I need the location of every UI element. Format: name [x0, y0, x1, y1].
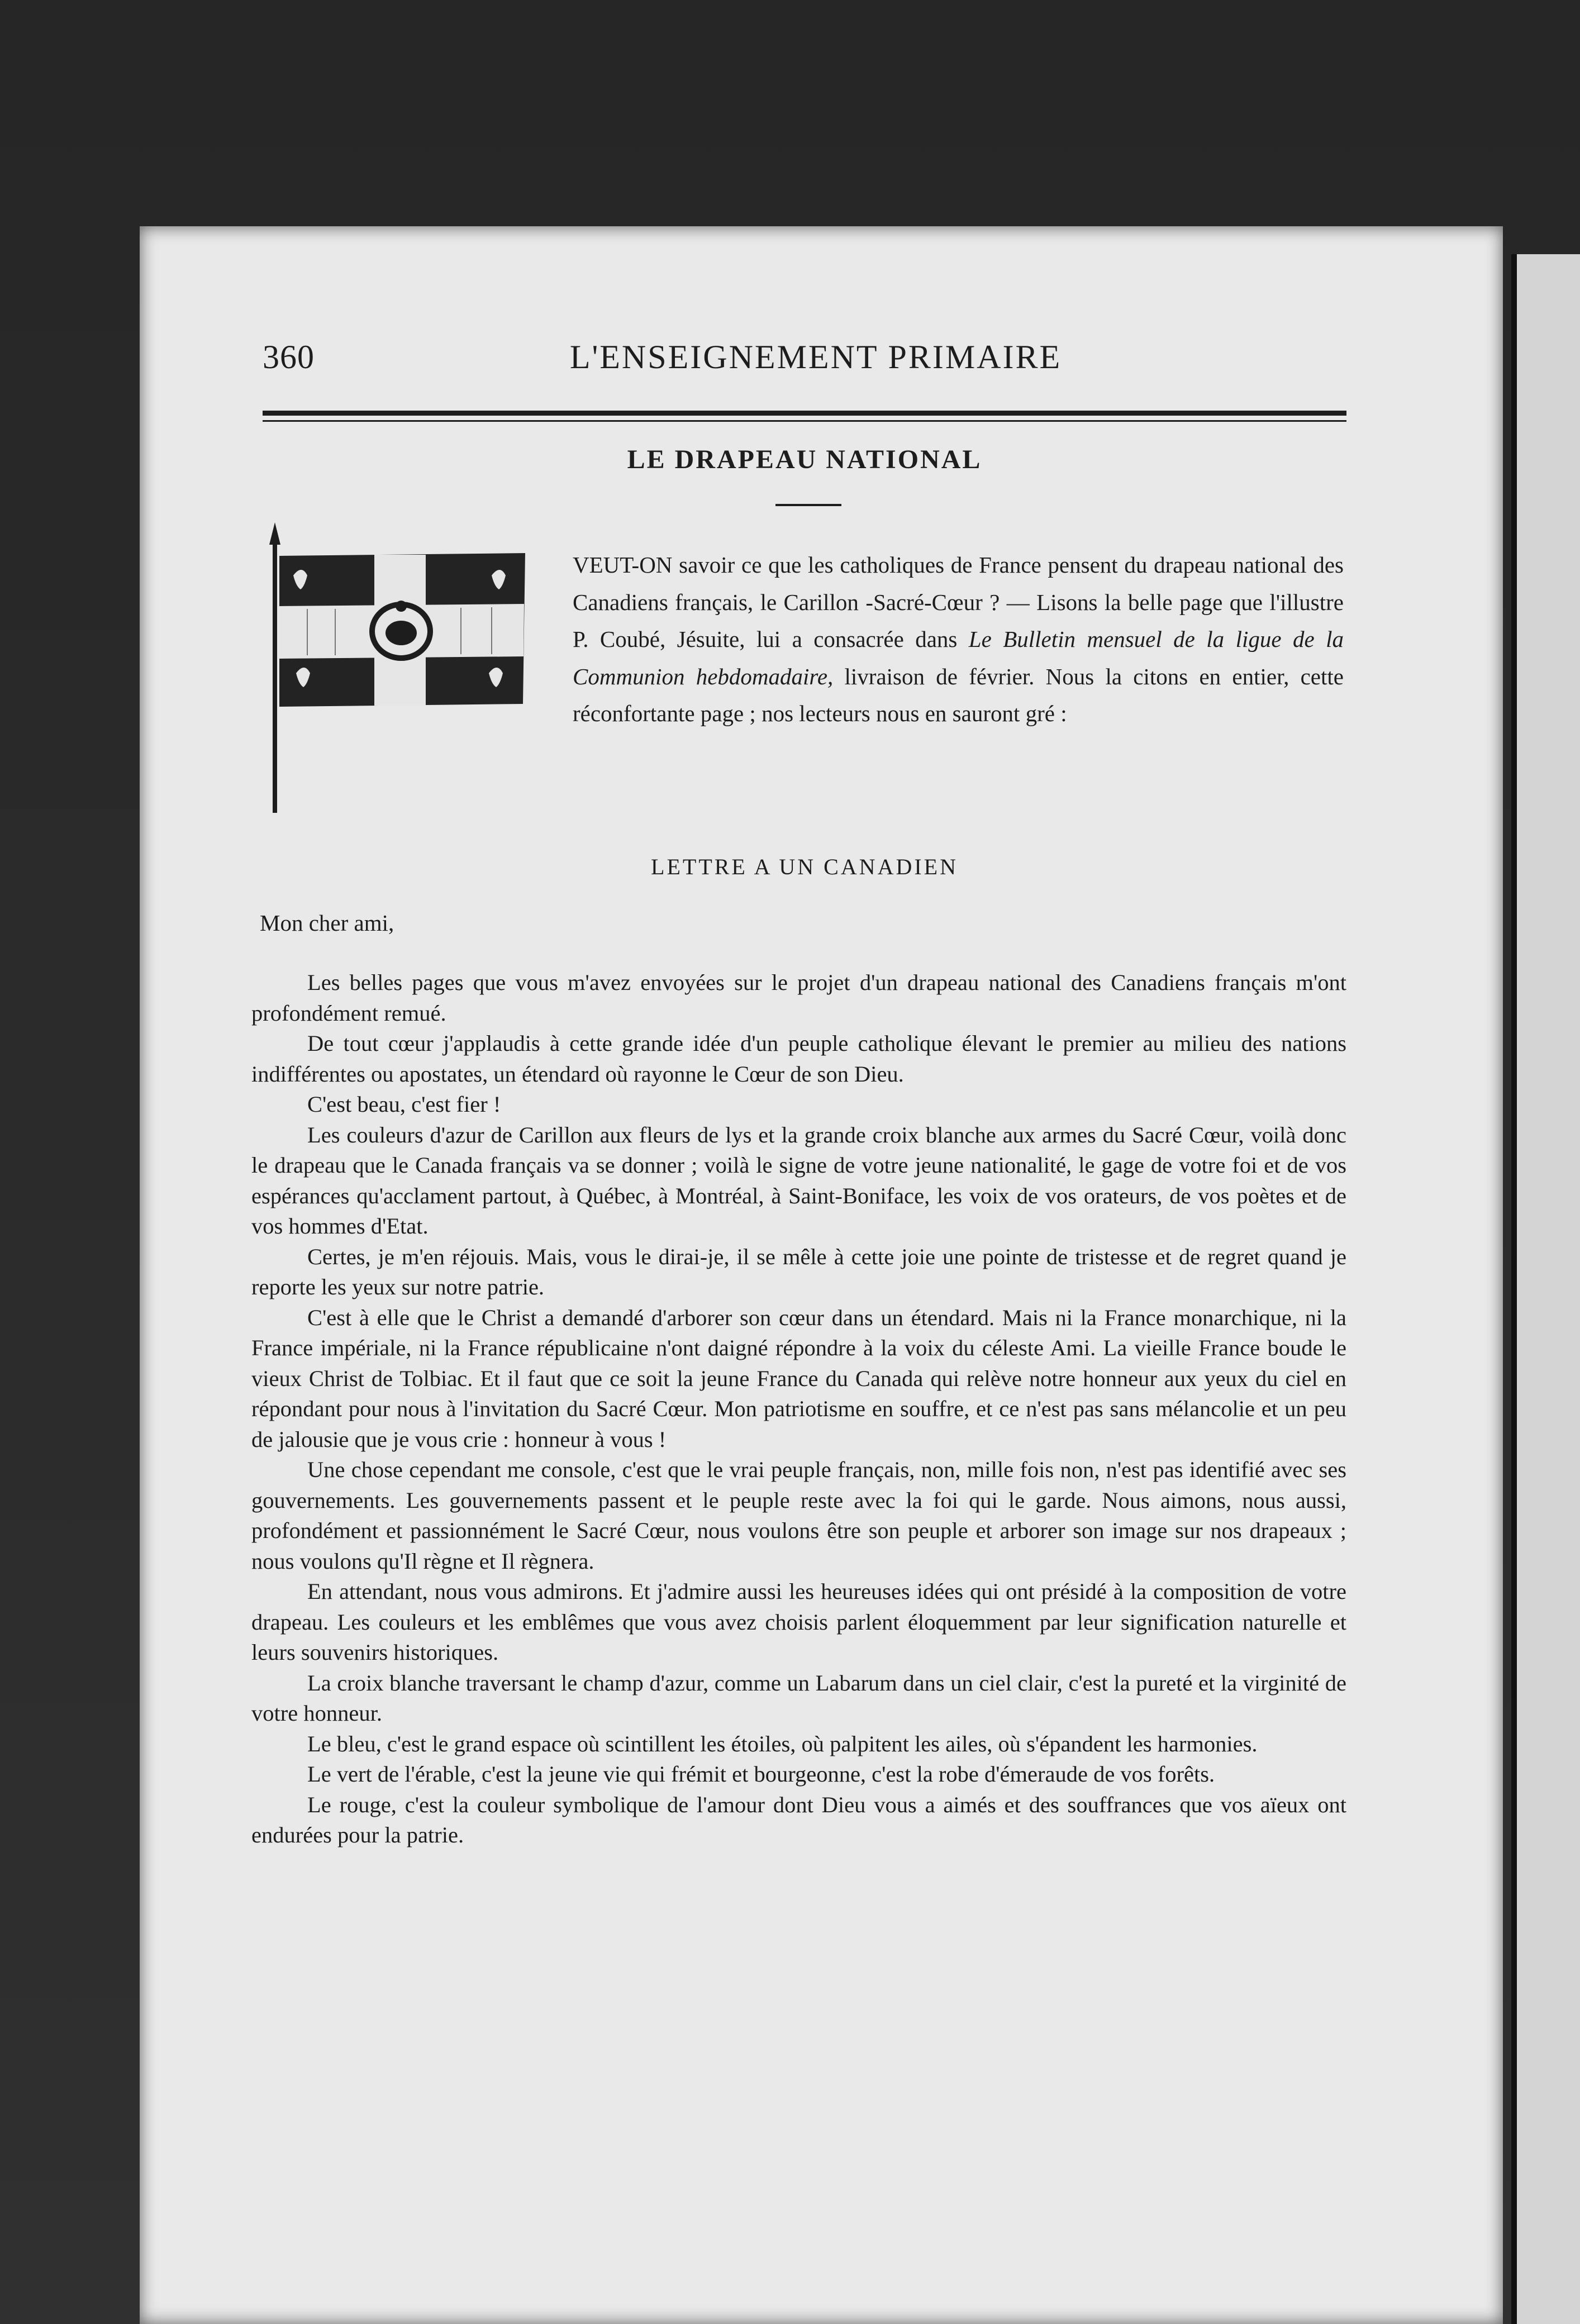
letter-paragraph: Les belles pages que vous m'avez envoyées sur le projet d'un drapeau national des Canadiens français m'ont profondément remué.: [251, 970, 1346, 1026]
letter-body: [251, 968, 1346, 1851]
letter-paragraph: C'est à elle que le Christ a demandé d'arborer son cœur dans un étendard. Mais ni la France monarchique, ni la France impériale, ni la France républicaine n'ont daigné répondre à la voix du céleste Ami. La vieille France boude le vieux Christ de Tolbiac. Et il faut que ce soit la jeune France du Canada qui relève notre honneur aux yeux du ciel en répondant pour nous à l'invitation du Sacré Cœur. Mon patriotisme en souffre, et ce n'est pas sans mélancolie et un peu de jalousie que je vous crie : honneur à vous !: [251, 1304, 1346, 1452]
publication-title: Le Bulletin mensuel de la ligue de la Communion hebdomadaire,: [573, 626, 1344, 689]
header-rule-thick: [263, 411, 1346, 416]
letter-paragraph: Le bleu, c'est le grand espace où scintillent les étoiles, où palpitent les ailes, où s'épandent les harmonies.: [307, 1731, 1258, 1756]
letter-paragraph: Certes, je m'en réjouis. Mais, vous le dirai-je, il se mêle à cette joie une pointe de tristesse et de regret quand je reporte les yeux sur notre patrie.: [251, 1244, 1346, 1299]
page-number: 360: [263, 339, 315, 375]
letter-paragraph: Une chose cependant me console, c'est que le vrai peuple français, non, mille fois non, n'est pas identifié avec ses gouvernements. Les gouvernements passent et le peuple reste avec la foi qui le garde. Nous aimons, nous aussi, profondément et passionnément le Sacré Cœur, nous voulons être son peuple et arborer son image sur nos drapeaux ; nous voulons qu'Il règne et Il règnera.: [251, 1457, 1346, 1574]
intro-paragraph: [573, 546, 1344, 732]
letter-paragraph: Le rouge, c'est la couleur symbolique de l'amour dont Dieu vous a aimés et des souffrances que vos aïeux ont endurées pour la patrie.: [251, 1792, 1346, 1847]
next-page-edge: [1511, 254, 1580, 2324]
section-heading: LETTRE A UN CANADIEN: [651, 854, 958, 879]
header-rule-thin: [263, 420, 1346, 422]
letter-paragraph: C'est beau, c'est fier !: [307, 1092, 501, 1117]
letter-paragraph: De tout cœur j'applaudis à cette grande idée d'un peuple catholique élevant le premier au milieu des nations indifférentes ou apostates, un étendard où rayonne le Cœur de son Dieu.: [251, 1031, 1346, 1087]
letter-paragraph: En attendant, nous vous admirons. Et j'admire aussi les heureuses idées qui ont présidé à la composition de votre drapeau. Les couleurs et les emblêmes que vous avez choisis parlent éloquemment par leur signification naturelle et leurs souvenirs historiques.: [251, 1579, 1346, 1665]
carillon-sacre-coeur-flag-image: [263, 522, 553, 813]
article-title: LE DRAPEAU NATIONAL: [627, 445, 982, 474]
title-divider: [775, 504, 841, 506]
flag-illustration: [263, 522, 553, 813]
intro-text-2: livraison de février. Nous la citons en entier, cette réconfortante page ; nos lecteurs nous en sauront gré :: [573, 663, 1344, 726]
letter-paragraph: La croix blanche traversant le champ d'azur, comme un Labarum dans un ciel clair, c'est la pureté et la virginité de votre honneur.: [251, 1670, 1346, 1726]
intro-text-1: VEUT-ON savoir ce que les catholiques de France pensent du drapeau national des Canadiens français, le Carillon -Sacré-Cœur ? — Lisons la belle page que l'illustre P. Coubé, Jésuite, lui a consacrée dans: [573, 552, 1344, 652]
salutation: Mon cher ami,: [260, 910, 394, 936]
running-title: L'ENSEIGNEMENT PRIMAIRE: [569, 339, 1062, 375]
letter-paragraph: Le vert de l'érable, c'est la jeune vie qui frémit et bourgeonne, c'est la robe d'émeraude de vos forêts.: [307, 1761, 1215, 1787]
page-header: [263, 338, 1346, 383]
letter-paragraph: Les couleurs d'azur de Carillon aux fleurs de lys et la grande croix blanche aux armes du Sacré Cœur, voilà donc le drapeau que le Canada français va se donner ; voilà le signe de votre jeune nationalité, le gage de votre foi et de vos espérances qu'acclament partout, à Québec, à Montréal, à Saint-Boniface, les voix de vos orateurs, de vos poètes et de vos hommes d'Etat.: [251, 1122, 1346, 1239]
